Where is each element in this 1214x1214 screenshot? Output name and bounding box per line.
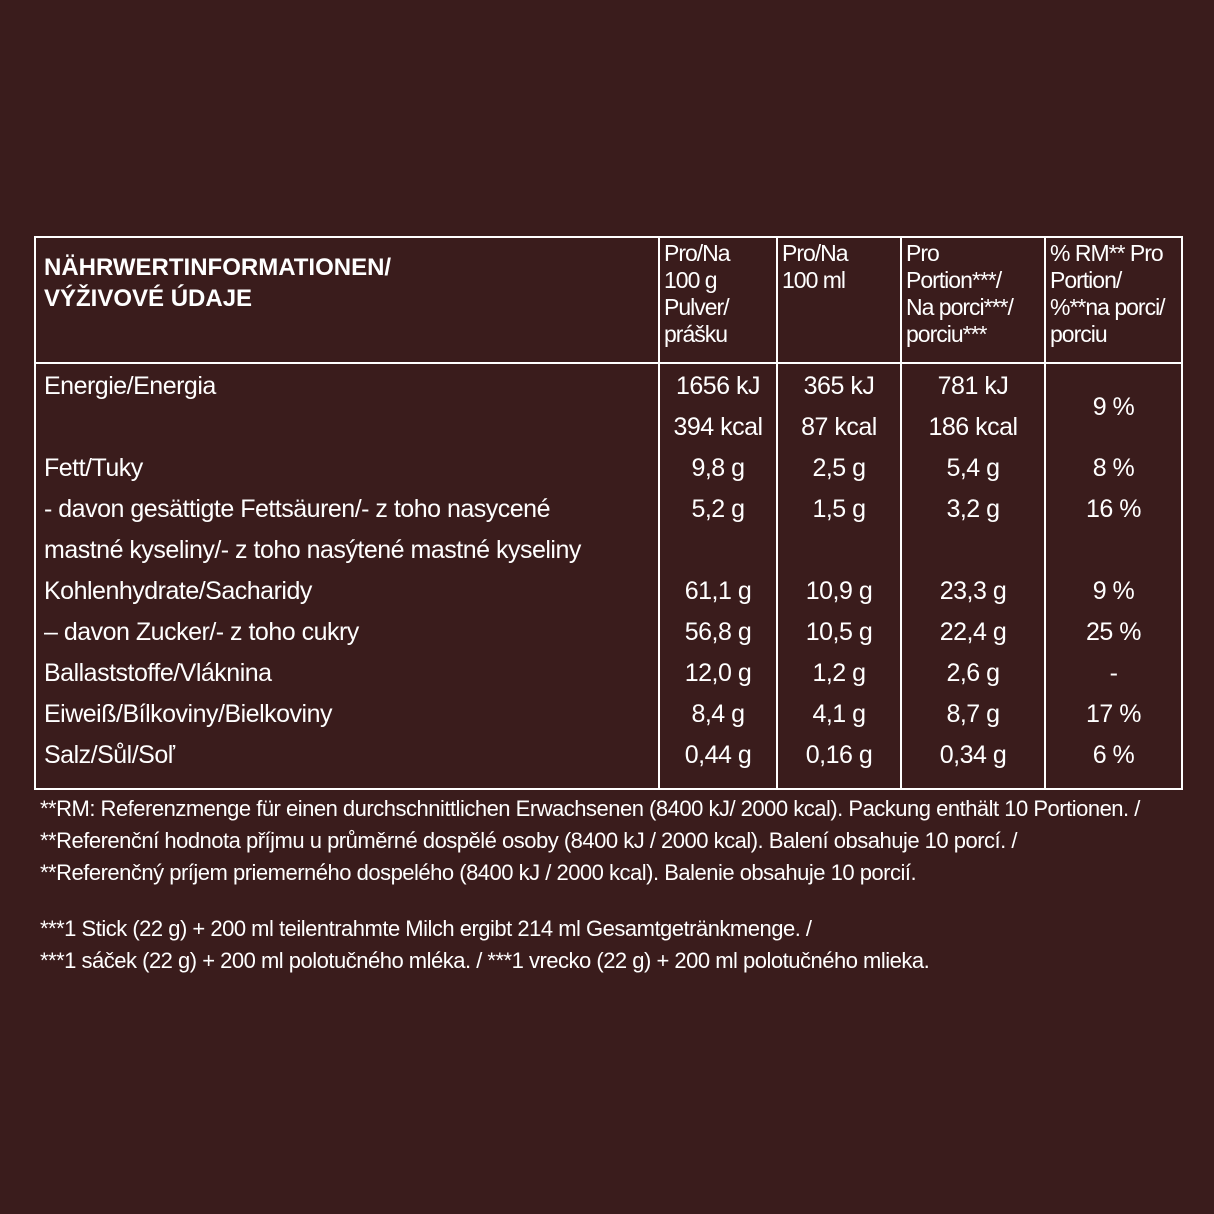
cell-value: 12,0 g [659,653,777,694]
footnote-line: **Referenční hodnota příjmu u průměrné dospělé osoby (8400 kJ / 2000 kcal). Balení obsahuje 10 porcí. / [40,828,1018,853]
cell-value: 394 kcal [659,407,777,448]
table-row [35,571,1182,612]
cell-value: 0,44 g [659,735,777,789]
footnote-line: ***1 Stick (22 g) + 200 ml teilentrahmte Milch ergibt 214 ml Gesamtgetränkmenge. / [40,916,812,941]
row-label: mastné kyseliny/- z toho nasýtené mastné kyseliny [35,530,659,571]
row-label: Eiweiß/Bílkoviny/Bielkoviny [35,694,659,735]
row-label: - davon gesättigte Fettsäuren/- z toho nasycené [35,489,659,530]
cell-value: 5,4 g [901,448,1045,489]
cell-value: 61,1 g [659,571,777,612]
row-label: Fett/Tuky [35,448,659,489]
row-label: – davon Zucker/- z toho cukry [35,612,659,653]
table-title-line: VÝŽIVOVÉ ÚDAJE [44,285,253,312]
cell-value: 781 kJ [901,363,1045,407]
cell-value [659,530,777,571]
column-header-per-100g: Pro/Na 100 g Pulver/ prášku [659,237,777,363]
cell-value: 3,2 g [901,489,1045,530]
footnote-reference-intake [40,793,1180,889]
cell-value: 23,3 g [901,571,1045,612]
cell-rm-percent [1045,530,1182,571]
column-header-rm-percent: % RM** Pro Portion/ %**na porci/ porciu [1045,237,1182,363]
cell-value: 8,7 g [901,694,1045,735]
cell-value: 10,9 g [777,571,901,612]
footnote-line: **RM: Referenzmenge für einen durchschnittlichen Erwachsenen (8400 kJ/ 2000 kcal). Packung enthält 10 Portionen. / [40,796,1140,821]
cell-rm-percent: 16 % [1045,489,1182,530]
footnote-line: ***1 sáček (22 g) + 200 ml polotučného mléka. / ***1 vrecko (22 g) + 200 ml polotučného mlieka. [40,948,930,973]
cell-value: 1,5 g [777,489,901,530]
cell-rm-percent: - [1045,653,1182,694]
cell-value: 1656 kJ [659,363,777,407]
table-row [35,694,1182,735]
row-label: Energie/Energia [35,363,659,407]
table-row-energy-kcal [35,407,1182,448]
cell-value: 9,8 g [659,448,777,489]
table-row [35,612,1182,653]
table-title [35,237,659,363]
row-label: Kohlenhydrate/Sacharidy [35,571,659,612]
row-label: Ballaststoffe/Vláknina [35,653,659,694]
cell-value: 87 kcal [777,407,901,448]
cell-rm-percent: 6 % [1045,735,1182,789]
nutrition-table [34,236,1183,790]
row-label: Salz/Sůl/Soľ [35,735,659,789]
cell-rm-percent: 17 % [1045,694,1182,735]
cell-value [901,530,1045,571]
cell-value: 10,5 g [777,612,901,653]
cell-value: 2,6 g [901,653,1045,694]
cell-value: 1,2 g [777,653,901,694]
cell-value: 56,8 g [659,612,777,653]
cell-rm-percent: 8 % [1045,448,1182,489]
table-row [35,448,1182,489]
footnote-portion [40,913,1180,977]
cell-value: 0,16 g [777,735,901,789]
table-row [35,653,1182,694]
cell-value [777,530,901,571]
column-header-per-portion: Pro Portion***/ Na porci***/ porciu*** [901,237,1045,363]
row-label [35,407,659,448]
table-title-line: NÄHRWERTINFORMATIONEN/ [44,254,392,281]
cell-value: 2,5 g [777,448,901,489]
footnote-line: **Referenčný príjem priemerného dospelého (8400 kJ / 2000 kcal). Balenie obsahuje 10 porcií. [40,860,917,885]
table-row [35,489,1182,530]
cell-value: 365 kJ [777,363,901,407]
cell-rm-percent: 9 % [1045,571,1182,612]
table-row [35,735,1182,789]
cell-value: 186 kcal [901,407,1045,448]
cell-value: 22,4 g [901,612,1045,653]
cell-value: 4,1 g [777,694,901,735]
cell-value: 0,34 g [901,735,1045,789]
table-row-energy-kj [35,363,1182,407]
cell-value: 8,4 g [659,694,777,735]
column-header-per-100ml: Pro/Na 100 ml [777,237,901,363]
table-header-row [35,237,1182,363]
table-row [35,530,1182,571]
cell-value: 5,2 g [659,489,777,530]
cell-rm-percent: 9 % [1045,363,1182,448]
cell-rm-percent: 25 % [1045,612,1182,653]
